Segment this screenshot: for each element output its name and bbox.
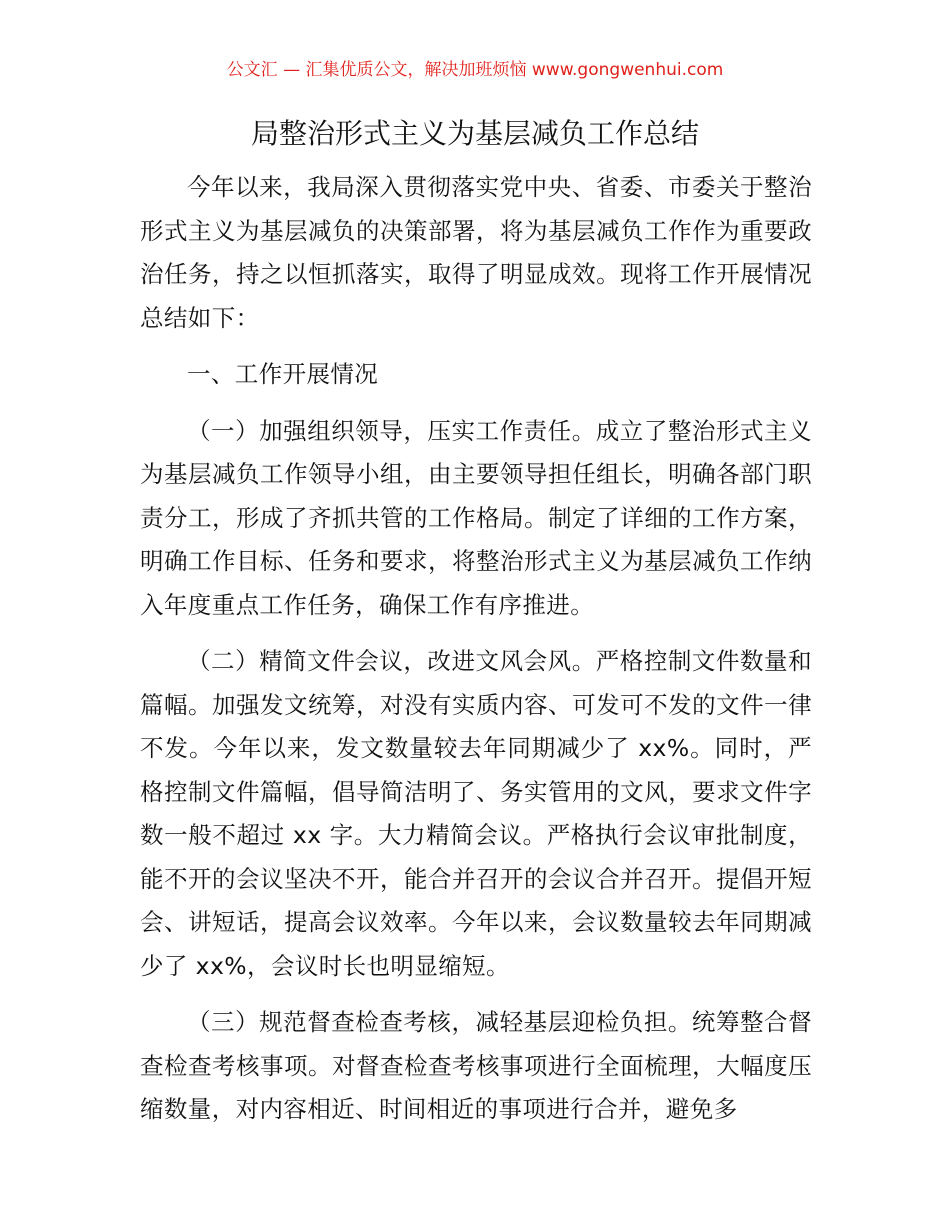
section-heading: 一、工作开展情况 — [187, 360, 379, 388]
paragraph-item-2: （二）精简文件会议，改进文风会风。严格控制文件数量和篇幅。加强发文统筹，对没有实质内容、可发可不发的文件一律不发。今年以来，发文数量较去年同期减少了 xx%。同时，严格控制文件篇幅，倡导简洁明了、务实管用的文风，要求文件字数一般不超过 xx 字。大力精简会议。严格执行会议审批制度，能不开的会议坚决不开，能合并召开的会议合并召开。提倡开短会、讲短话，提高会议效率。今年以来，会议数量较去年同期减少了 xx%，会议时长也明显缩短。 — [140, 647, 812, 980]
paragraph-item-1: （一）加强组织领导，压实工作责任。成立了整治形式主义为基层减负工作领导小组，由主要领导担任组长，明确各部门职责分工，形成了齐抓共管的工作格局。制定了详细的工作方案，明确工作目标、任务和要求，将整治形式主义为基层减负工作纳入年度重点工作任务，确保工作有序推进。 — [140, 416, 812, 619]
document-body — [140, 166, 812, 1145]
document-title: 局整治形式主义为基层减负工作总结 — [250, 117, 699, 150]
intro-paragraph: 今年以来，我局深入贯彻落实党中央、省委、市委关于整治形式主义为基层减负的决策部署，将为基层减负工作作为重要政治任务，持之以恒抓落实，取得了明显成效。现将工作开展情况总结如下： — [140, 173, 812, 332]
paragraph-item-3: （三）规范督查检查考核，减轻基层迎检负担。统筹整合督查检查考核事项。对督查检查考核事项进行全面梳理，大幅度压缩数量，对内容相近、时间相近的事项进行合并，避免多 — [140, 1008, 812, 1123]
website-header: 公文汇 — 汇集优质公文，解决加班烦恼 www.gongwenhui.com — [226, 60, 724, 80]
